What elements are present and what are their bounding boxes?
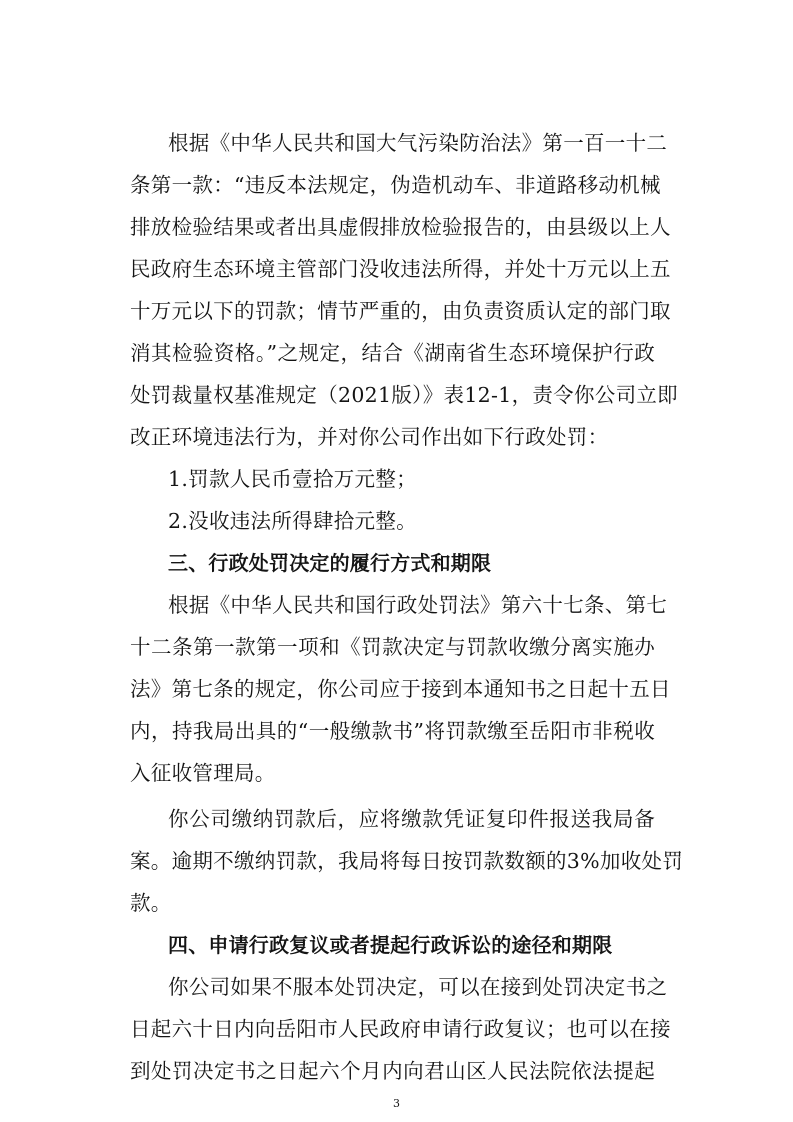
- p1-line-5: 十万元以下的罚款；情节严重的，由负责资质认定的部门取: [130, 299, 671, 323]
- p1-line-4: 民政府生态环境主管部门没收违法所得，并处十万元以上五: [130, 257, 671, 281]
- p4-line-1: 根据《中华人民共和国行政处罚法》第六十七条、第七: [168, 593, 668, 617]
- p4-line-2: 十二条第一款第一项和《罚款决定与罚款收缴分离实施办: [130, 635, 655, 659]
- section-heading-3: 三、行政处罚决定的履行方式和期限: [168, 551, 492, 575]
- p5-line-3: 款。: [130, 891, 172, 915]
- p5-line-1: 你公司缴纳罚款后，应将缴款凭证复印件报送我局备: [168, 807, 655, 831]
- p4-line-3: 法》第七条的规定，你公司应于接到本通知书之日起十五日: [130, 677, 671, 701]
- penalty-item-2: 2.没收违法所得肆拾元整。: [168, 509, 417, 533]
- p1-line-8: 改正环境违法行为，并对你公司作出如下行政处罚：: [130, 425, 609, 449]
- p1-line-2: 条第一款：“违反本法规定，伪造机动车、非道路移动机械: [130, 173, 661, 197]
- p4-line-5: 入征收管理局。: [130, 761, 276, 785]
- penalty-item-1: 1.罚款人民币壹拾万元整；: [168, 467, 417, 491]
- p6-line-3: 到处罚决定书之日起六个月内向君山区人民法院依法提起: [130, 1059, 655, 1083]
- section-heading-4: 四、申请行政复议或者提起行政诉讼的途径和期限: [168, 933, 613, 957]
- p6-line-1: 你公司如果不服本处罚决定，可以在接到处罚决定书之: [168, 975, 668, 999]
- p1-line-6: 消其检验资格。”之规定，结合《湖南省生态环境保护行政: [130, 341, 655, 365]
- p1-line-1: 根据《中华人民共和国大气污染防治法》第一百一十二: [168, 131, 668, 155]
- p4-line-4: 内，持我局出具的“一般缴款书”将罚款缴至岳阳市非税收: [130, 719, 655, 743]
- p5-line-2: 案。逾期不缴纳罚款，我局将每日按罚款数额的3%加收处罚: [130, 849, 684, 873]
- p6-line-2: 日起六十日内向岳阳市人民政府申请行政复议；也可以在接: [130, 1017, 671, 1041]
- page-number: 3: [393, 1097, 400, 1110]
- p1-line-7: 处罚裁量权基准规定（2021版）》表12-1，责令你公司立即: [130, 383, 678, 407]
- p1-line-3: 排放检验结果或者出具虚假排放检验报告的，由县级以上人: [130, 215, 671, 239]
